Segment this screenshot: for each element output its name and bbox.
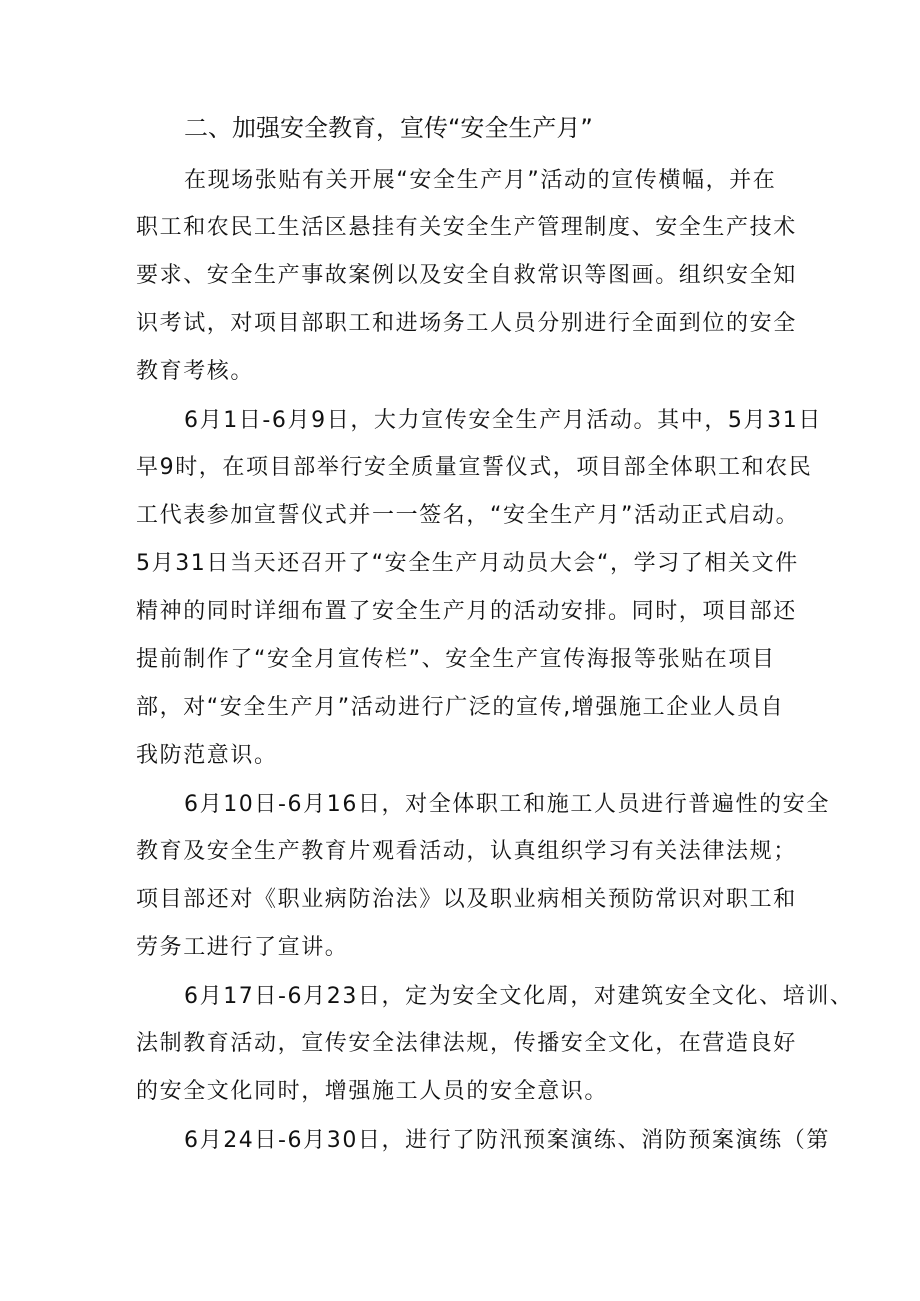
paragraph-2-line-3: 工代表参加宣誓仪式并一一签名，“安全生产月”活动正式启动。 — [136, 503, 800, 528]
paragraph-2-line-5: 精神的同时详细布置了安全生产月的活动安排。同时，项目部还 — [136, 599, 797, 624]
paragraph-2-line-7: 部，对“安全生产月”活动进行广泛的宣传,增强施工企业人员自 — [136, 695, 785, 720]
paragraph-2-line-6: 提前制作了“安全月宣传栏”、安全生产宣传海报等张贴在项目 — [136, 647, 776, 672]
paragraph-1-line-1: 在现场张贴有关开展“安全生产月”活动的宣传横幅，并在 — [184, 168, 777, 193]
paragraph-1-line-3: 要求、安全生产事故案例以及安全自救常识等图画。组织安全知 — [136, 263, 797, 288]
paragraph-4-line-2: 法制教育活动，宣传安全法律法规，传播安全文化，在营造良好 — [136, 1031, 797, 1056]
paragraph-3-line-3: 项目部还对《职业病防治法》以及职业病相关预防常识对职工和 — [136, 887, 797, 912]
paragraph-4-line-3: 的安全文化同时，增强施工人员的安全意识。 — [136, 1079, 609, 1104]
paragraph-3-line-1: 6月10日-6月16日，对全体职工和施工人员进行普遍性的安全 — [184, 792, 830, 817]
section-heading: 二、加强安全教育，宣传“安全生产月” — [184, 114, 593, 142]
paragraph-1-line-2: 职工和农民工生活区悬挂有关安全生产管理制度、安全生产技术 — [136, 215, 797, 240]
paragraph-3-line-2: 教育及安全生产教育片观看活动，认真组织学习有关法律法规； — [136, 839, 797, 864]
paragraph-2-line-4: 5月31日当天还召开了“安全生产月动员大会“，学习了相关文件 — [136, 551, 799, 576]
paragraph-2-line-1: 6月1日-6月9日，大力宣传安全生产月活动。其中，5月31日 — [184, 408, 822, 433]
paragraph-1-line-5: 教育考核。 — [136, 359, 255, 384]
paragraph-5-line-1: 6月24日-6月30日，进行了防汛预案演练、消防预案演练（第 — [184, 1128, 830, 1153]
paragraph-3-line-4: 劳务工进行了宣讲。 — [136, 935, 349, 960]
paragraph-2-line-2: 早9时，在项目部举行安全质量宣誓仪式，项目部全体职工和农民 — [136, 455, 813, 480]
paragraph-2-line-8: 我防范意识。 — [136, 743, 278, 768]
paragraph-1-line-4: 识考试，对项目部职工和进场务工人员分别进行全面到位的安全 — [136, 311, 797, 336]
paragraph-4-line-1: 6月17日-6月23日，定为安全文化周，对建筑安全文化、培训、 — [184, 984, 854, 1009]
